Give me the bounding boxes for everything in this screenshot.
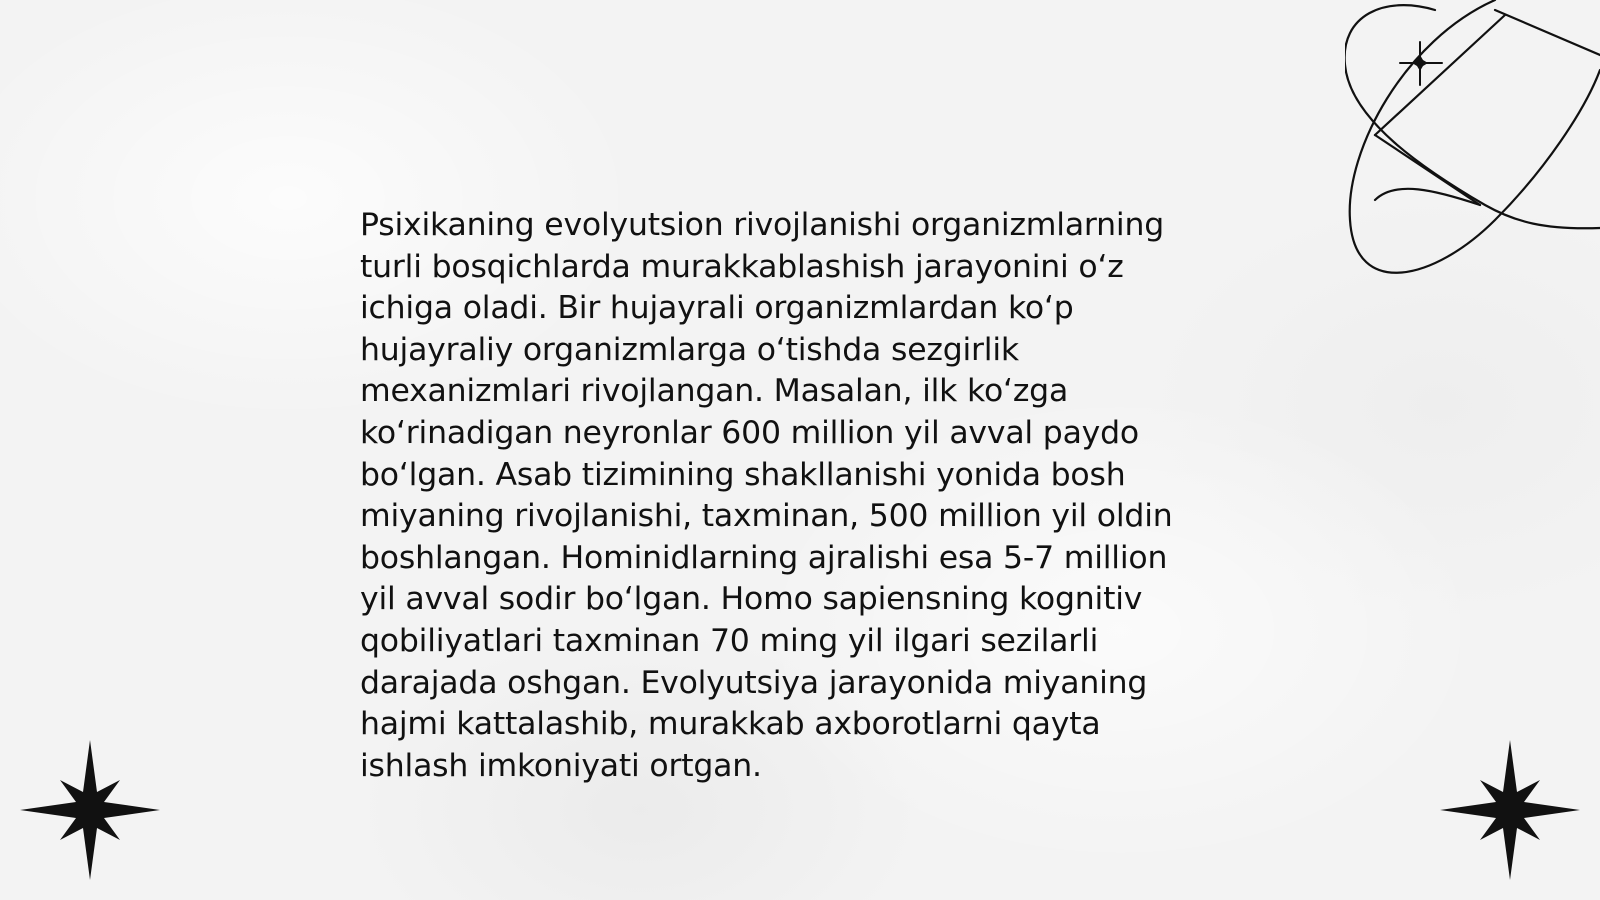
paragraph-line: miyaning rivojlanishi, taxminan, 500 million yil oldin bbox=[360, 498, 1173, 535]
paragraph-line: mexanizmlari rivojlangan. Masalan, ilk ko‘zga bbox=[360, 373, 1069, 410]
paragraph-line: hajmi kattalashib, murakkab axborotlarni qayta bbox=[360, 706, 1101, 743]
paragraph-line: qobiliyatlari taxminan 70 ming yil ilgari sezilarli bbox=[360, 622, 1099, 659]
paragraph-line: Psixikaning evolyutsion rivojlanishi organizmlarning bbox=[360, 207, 1165, 243]
body-paragraph bbox=[360, 205, 1220, 787]
paragraph-line: bo‘lgan. Asab tizimining shakllanishi yonida bosh bbox=[360, 456, 1126, 493]
paragraph-line: ishlash imkoniyati ortgan. bbox=[360, 747, 762, 784]
four-point-star-icon bbox=[20, 740, 160, 880]
paragraph-line: boshlangan. Hominidlarning ajralishi esa 5-7 million bbox=[360, 539, 1168, 576]
paragraph-line: turli bosqichlarda murakkablashish jarayonini o‘z bbox=[360, 248, 1124, 285]
paragraph-line: darajada oshgan. Evolyutsiya jarayonida miyaning bbox=[360, 664, 1148, 701]
paragraph-line: ichiga oladi. Bir hujayrali organizmlardan ko‘p bbox=[360, 290, 1074, 327]
four-point-star-icon bbox=[1440, 740, 1580, 880]
paragraph-line: yil avval sodir bo‘lgan. Homo sapiensning kognitiv bbox=[360, 581, 1143, 618]
orbit-sparkle-icon bbox=[1345, 0, 1600, 300]
paragraph-line: hujayraliy organizmlarga o‘tishda sezgirlik bbox=[360, 331, 1019, 368]
paragraph-line: ko‘rinadigan neyronlar 600 million yil avval paydo bbox=[360, 414, 1139, 451]
